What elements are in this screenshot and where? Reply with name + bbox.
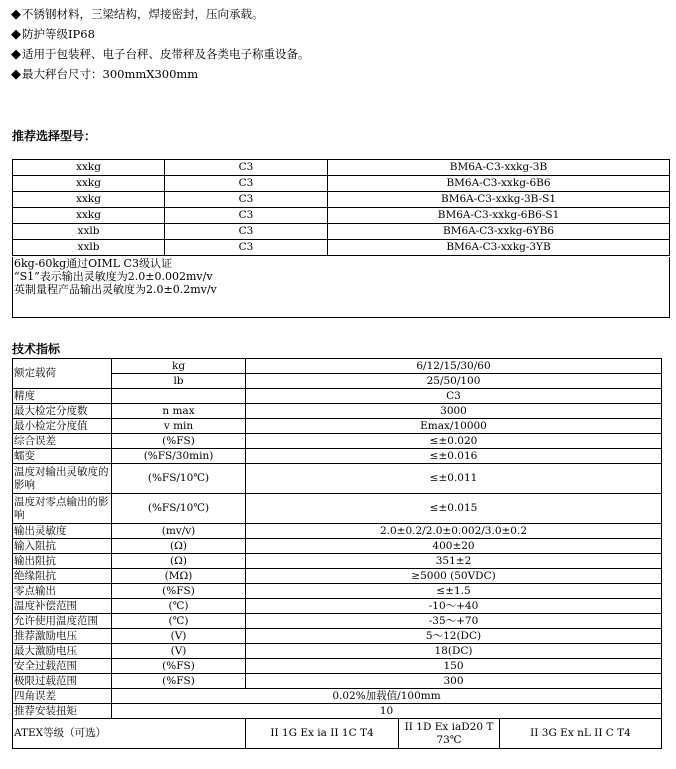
- capacity-cell: xxlb: [13, 224, 165, 240]
- spec-value: 3000: [246, 404, 662, 419]
- diamond-bullet-icon: ◆: [11, 27, 21, 42]
- spec-label: 最小检定分度值: [13, 419, 112, 434]
- table-row: [13, 704, 662, 719]
- diamond-bullet-icon: ◆: [11, 7, 21, 22]
- table-row: [13, 584, 662, 599]
- table-row: [13, 674, 662, 689]
- spec-label: 最大激励电压: [13, 644, 112, 659]
- feature-item: ◆适用于包装秤、电子台秤、皮带秤及各类电子称重设备。: [11, 47, 310, 62]
- spec-unit: (%FS/10℃): [112, 464, 246, 494]
- spec-label: 零点输出: [13, 584, 112, 599]
- table-row: [13, 629, 662, 644]
- spec-value: ≤±0.015: [246, 494, 662, 524]
- class-cell: C3: [165, 240, 328, 256]
- table-row: [13, 464, 662, 494]
- spec-unit: (V): [112, 644, 246, 659]
- atex-value: II 1D Ex iaD20 T 73℃: [399, 719, 500, 749]
- spec-value: 2.0±0.2/2.0±0.002/3.0±0.2: [246, 524, 662, 539]
- note-line: 英制量程产品输出灵敏度为2.0±0.2mv/v: [14, 283, 217, 296]
- spec-unit: (Ω): [112, 539, 246, 554]
- spec-label: 温度对输出灵敏度的影响: [13, 464, 112, 494]
- atex-value: II 3G Ex nL II C T4: [500, 719, 662, 749]
- spec-label: 温度对零点输出的影响: [13, 494, 112, 524]
- table-row: [13, 449, 662, 464]
- spec-unit: v min: [112, 419, 246, 434]
- spec-unit: (%FS): [112, 434, 246, 449]
- table-row: [13, 434, 662, 449]
- spec-unit: [112, 389, 246, 404]
- spec-unit: n max: [112, 404, 246, 419]
- table-row: [13, 176, 670, 192]
- diamond-bullet-icon: ◆: [11, 47, 21, 62]
- table-row: [13, 160, 670, 176]
- table-row: [13, 689, 662, 704]
- spec-value: 18(DC): [246, 644, 662, 659]
- spec-unit: (Ω): [112, 554, 246, 569]
- diamond-bullet-icon: ◆: [11, 67, 21, 82]
- spec-value: ≤±0.011: [246, 464, 662, 494]
- model-cell: BM6A-C3-xxkg-6B6: [328, 176, 670, 192]
- feature-item: ◆不锈钢材料，三梁结构，焊接密封，压向承载。: [11, 7, 264, 22]
- feature-list: [11, 4, 310, 84]
- spec-value: ≤±0.020: [246, 434, 662, 449]
- table-row: [13, 192, 670, 208]
- table-row: [13, 659, 662, 674]
- table-row: [13, 644, 662, 659]
- spec-value: ≤±1.5: [246, 584, 662, 599]
- spec-label: 温度补偿范围: [13, 599, 112, 614]
- class-cell: C3: [165, 224, 328, 240]
- table-row: [13, 554, 662, 569]
- spec-unit: (MΩ): [112, 569, 246, 584]
- capacity-cell: xxkg: [13, 192, 165, 208]
- spec-label: ATEX等级（可选）: [13, 719, 246, 749]
- spec-unit: (%FS): [112, 584, 246, 599]
- spec-label: 安全过载范围: [13, 659, 112, 674]
- model-cell: BM6A-C3-xxkg-3YB: [328, 240, 670, 256]
- spec-label: 精度: [13, 389, 112, 404]
- spec-label: 输出灵敏度: [13, 524, 112, 539]
- selection-notes: [12, 257, 670, 318]
- spec-value: 351±2: [246, 554, 662, 569]
- spec-unit: (%FS): [112, 659, 246, 674]
- class-cell: C3: [165, 160, 328, 176]
- model-cell: BM6A-C3-xxkg-3B-S1: [328, 192, 670, 208]
- spec-label: 综合误差: [13, 434, 112, 449]
- feature-item: ◆最大秤台尺寸：300mmX300mm: [11, 67, 199, 82]
- spec-label: 极限过载范围: [13, 674, 112, 689]
- note-line: “S1”表示输出灵敏度为2.0±0.002mv/v: [14, 270, 213, 283]
- spec-unit: (%FS/10℃): [112, 494, 246, 524]
- spec-unit: (V): [112, 629, 246, 644]
- table-row: [13, 524, 662, 539]
- spec-label: 最大检定分度数: [13, 404, 112, 419]
- spec-unit: kg: [112, 359, 246, 374]
- spec-label: 推荐激励电压: [13, 629, 112, 644]
- spec-value: 6/12/15/30/60: [246, 359, 662, 374]
- class-cell: C3: [165, 208, 328, 224]
- spec-value: 400±20: [246, 539, 662, 554]
- table-row: [13, 404, 662, 419]
- model-cell: BM6A-C3-xxkg-6B6-S1: [328, 208, 670, 224]
- spec-label: 额定载荷: [13, 359, 112, 389]
- spec-value: 150: [246, 659, 662, 674]
- capacity-cell: xxlb: [13, 240, 165, 256]
- spec-label: 蠕变: [13, 449, 112, 464]
- spec-value: ≤±0.016: [246, 449, 662, 464]
- capacity-cell: xxkg: [13, 208, 165, 224]
- spec-value: 25/50/100: [246, 374, 662, 389]
- model-cell: BM6A-C3-xxkg-6YB6: [328, 224, 670, 240]
- table-row: [13, 614, 662, 629]
- table-row: [13, 539, 662, 554]
- table-row: [13, 240, 670, 256]
- model-cell: BM6A-C3-xxkg-3B: [328, 160, 670, 176]
- capacity-cell: xxkg: [13, 176, 165, 192]
- feature-item: ◆防护等级IP68: [11, 27, 95, 42]
- spec-table: [12, 358, 662, 749]
- spec-unit: lb: [112, 374, 246, 389]
- note-line: 6kg-60kg通过OIML C3级认证: [14, 257, 172, 270]
- spec-label: 允许使用温度范围: [13, 614, 112, 629]
- atex-value: II 1G Ex ia II 1C T4: [246, 719, 399, 749]
- spec-value: -35～+70: [246, 614, 662, 629]
- spec-label: 输出阻抗: [13, 554, 112, 569]
- table-row: [13, 224, 670, 240]
- table-row: [13, 419, 662, 434]
- specs-heading: 技术指标: [12, 342, 61, 356]
- spec-value: 5～12(DC): [246, 629, 662, 644]
- selection-heading: 推荐选择型号：: [12, 129, 97, 143]
- table-row: [13, 599, 662, 614]
- spec-value: Emax/10000: [246, 419, 662, 434]
- spec-label: 四角误差: [13, 689, 112, 704]
- table-row: [13, 569, 662, 584]
- spec-value: -10～+40: [246, 599, 662, 614]
- spec-unit: (%FS): [112, 674, 246, 689]
- spec-label: 绝缘阻抗: [13, 569, 112, 584]
- spec-unit: (℃): [112, 614, 246, 629]
- table-row: [13, 719, 662, 749]
- class-cell: C3: [165, 176, 328, 192]
- spec-value: 0.02%加载值/100mm: [112, 689, 662, 704]
- table-row: [13, 359, 662, 374]
- spec-value: ≥5000 (50VDC): [246, 569, 662, 584]
- spec-unit: (%FS/30min): [112, 449, 246, 464]
- class-cell: C3: [165, 192, 328, 208]
- spec-value: C3: [246, 389, 662, 404]
- table-row: [13, 389, 662, 404]
- spec-label: 推荐安装扭矩: [13, 704, 112, 719]
- spec-value: 10: [112, 704, 662, 719]
- spec-unit: (mv/v): [112, 524, 246, 539]
- table-row: [13, 494, 662, 524]
- model-selection-table: [12, 159, 670, 256]
- capacity-cell: xxkg: [13, 160, 165, 176]
- spec-label: 输入阻抗: [13, 539, 112, 554]
- table-row: [13, 208, 670, 224]
- spec-unit: (℃): [112, 599, 246, 614]
- spec-value: 300: [246, 674, 662, 689]
